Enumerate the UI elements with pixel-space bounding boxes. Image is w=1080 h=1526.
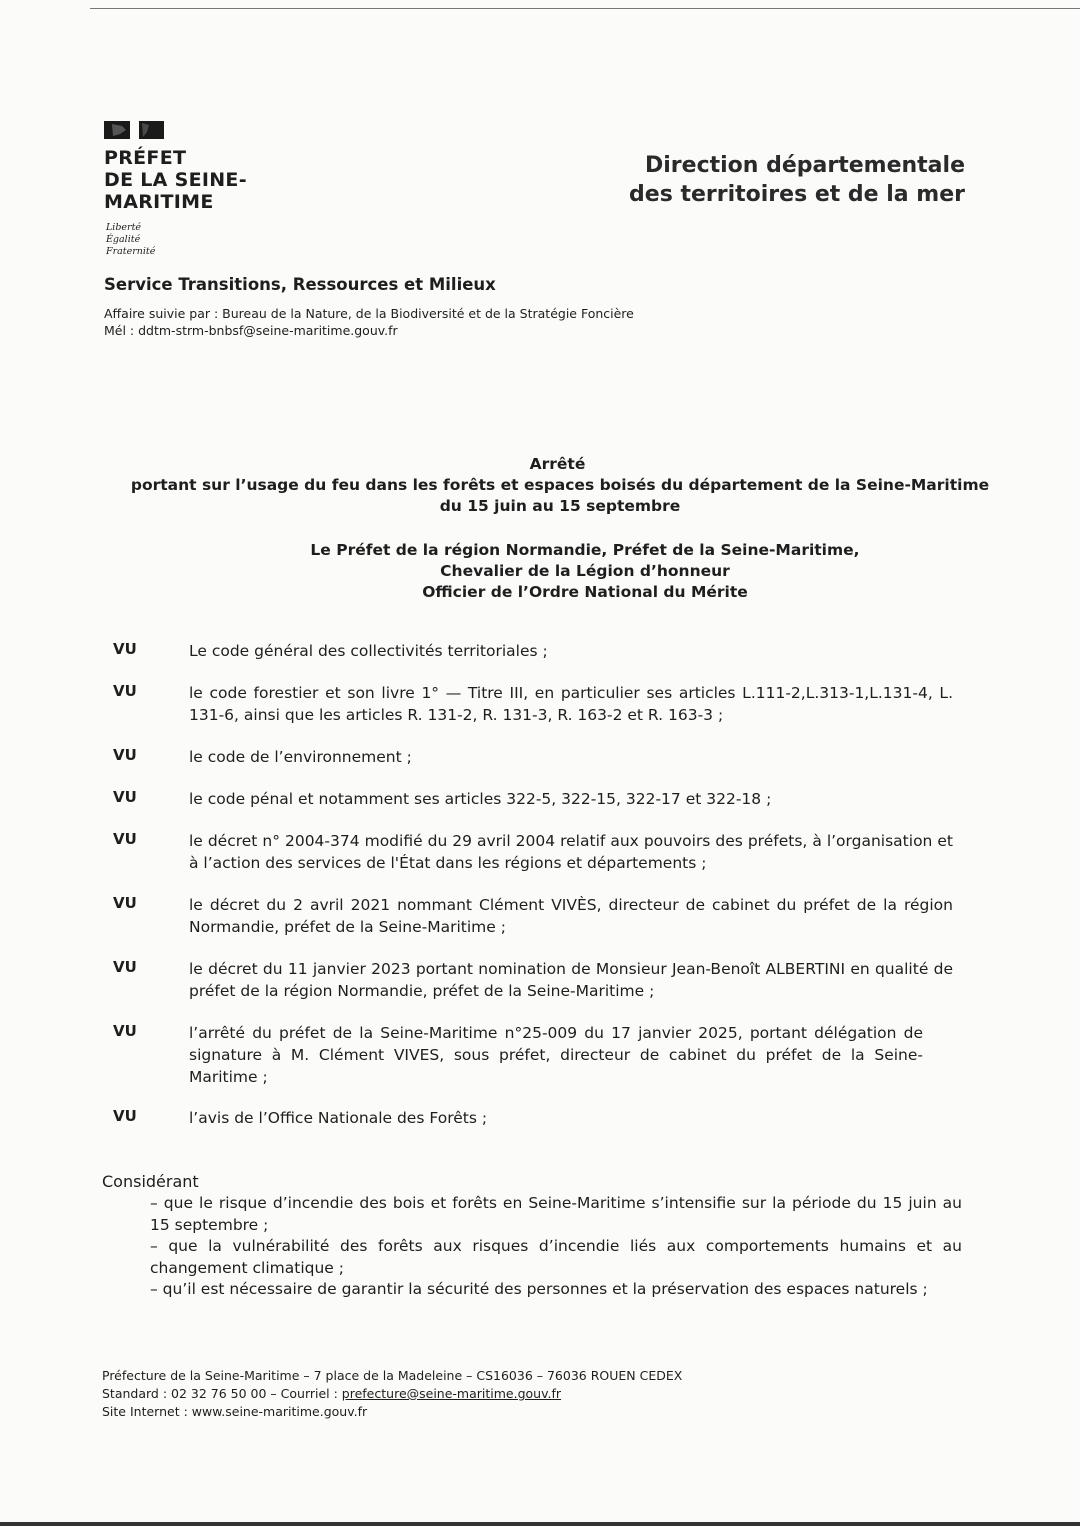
vu-label: VU	[113, 958, 137, 976]
title-line: portant sur l’usage du feu dans les forêts et espaces boisés du département de la Seine-Maritime	[130, 476, 990, 494]
vu-label: VU	[113, 788, 137, 806]
visa-item	[0, 830, 1080, 894]
motto-line: Fraternité	[106, 246, 156, 257]
visa-item	[0, 746, 1080, 788]
vu-label: VU	[113, 1107, 137, 1125]
vu-label: VU	[113, 1022, 137, 1040]
prefect-line: Officier de l’Ordre National du Mérite	[422, 583, 748, 601]
visa-list	[0, 640, 1080, 1149]
footer-website: Site Internet : www.seine-maritime.gouv.fr	[102, 1404, 368, 1419]
direction-line: Direction départementale	[645, 153, 965, 178]
service-name: Service Transitions, Ressources et Milieux	[104, 275, 496, 294]
prefet-line: DE LA SEINE-	[104, 169, 247, 191]
footer-phone: Standard : 02 32 76 50 00 – Courriel :	[102, 1386, 342, 1401]
direction-line: des territoires et de la mer	[629, 182, 965, 207]
vu-label: VU	[113, 682, 137, 700]
page-footer	[102, 1367, 682, 1421]
visa-item	[0, 894, 1080, 958]
scan-bottom-border	[0, 1522, 1080, 1526]
title-line: du 15 juin au 15 septembre	[439, 497, 681, 515]
visa-text: l’avis de l’Office Nationale des Forêts ;	[189, 1109, 488, 1127]
vu-label: VU	[113, 830, 137, 848]
visa-text: le décret du 2 avril 2021 nommant Clément VIVÈS, directeur de cabinet du préfet de la région Normandie, préfet de la Seine-Maritime ;	[189, 896, 953, 936]
motto-line: Égalité	[106, 234, 141, 245]
footer-address: Préfecture de la Seine-Maritime – 7 place de la Madeleine – CS16036 – 76036 ROUEN CEDEX	[102, 1368, 683, 1383]
case-handler: Affaire suivie par : Bureau de la Nature, de la Biodiversité et de la Stratégie Foncière	[104, 306, 634, 321]
footer-contact	[102, 1385, 682, 1403]
considerant-label: Considérant	[102, 1172, 199, 1191]
visa-item	[0, 958, 1080, 1022]
prefect-line: Chevalier de la Légion d’honneur	[440, 562, 730, 580]
prefect-titles	[0, 540, 1080, 603]
visa-item	[0, 640, 1080, 682]
document-title	[0, 454, 1080, 517]
title-line: Arrêté	[529, 455, 586, 473]
considerant-item: – que le risque d’incendie des bois et forêts en Seine-Maritime s’intensifie sur la période du 15 juin au 15 septembre ;	[150, 1194, 962, 1234]
visa-item	[0, 1107, 1080, 1149]
visa-text: le code pénal et notamment ses articles 322-5, 322-15, 322-17 et 322-18 ;	[189, 790, 772, 808]
prefet-title	[104, 147, 247, 213]
visa-text: le décret du 11 janvier 2023 portant nomination de Monsieur Jean-Benoît ALBERTINI en qualité de préfet de la région Normandie, préfet de la Seine-Maritime ;	[189, 960, 953, 1000]
vu-label: VU	[113, 894, 137, 912]
visa-item	[0, 682, 1080, 746]
visa-text: le décret n° 2004-374 modifié du 29 avril 2004 relatif aux pouvoirs des préfets, à l’organisation et à l’action des services de l'État dans les régions et départements ;	[189, 832, 953, 872]
visa-item	[0, 788, 1080, 830]
visa-text: l’arrêté du préfet de la Seine-Maritime n°25-009 du 17 janvier 2025, portant délégation de signature à M. Clément VIVES, sous préfet, directeur de cabinet du préfet de la Seine-Maritime ;	[189, 1024, 923, 1086]
considerant-list	[150, 1193, 962, 1301]
visa-text: le code forestier et son livre 1° — Titre III, en particulier ses articles L.111-2,L.313-1,L.131-4, L. 131-6, ainsi que les articles R. 131-2, R. 131-3, R. 163-2 et R. 163-3 ;	[189, 684, 953, 724]
visa-item	[0, 1022, 1080, 1107]
marianne-logo	[104, 120, 164, 140]
vu-label: VU	[113, 746, 137, 764]
prefect-line: Le Préfet de la région Normandie, Préfet de la Seine-Maritime,	[310, 541, 860, 559]
motto-line: Liberté	[106, 222, 142, 233]
vu-label: VU	[113, 640, 137, 658]
scan-top-border	[90, 0, 1080, 9]
visa-text: le code de l’environnement ;	[189, 748, 412, 766]
considerant-item: – que la vulnérabilité des forêts aux risques d’incendie liés aux comportements humains et au changement climatique ;	[150, 1237, 962, 1277]
prefet-line: MARITIME	[104, 191, 214, 213]
prefet-line: PRÉFET	[104, 147, 187, 169]
republic-motto	[106, 222, 155, 258]
case-contact	[104, 305, 634, 339]
contact-email: Mél : ddtm-strm-bnbsf@seine-maritime.gouv.fr	[104, 323, 398, 338]
visa-text: Le code général des collectivités territoriales ;	[189, 642, 548, 660]
footer-email-link[interactable]: prefecture@seine-maritime.gouv.fr	[341, 1386, 562, 1401]
considerant-item: – qu’il est nécessaire de garantir la sécurité des personnes et la préservation des espaces naturels ;	[150, 1280, 928, 1298]
direction-heading	[629, 151, 965, 209]
